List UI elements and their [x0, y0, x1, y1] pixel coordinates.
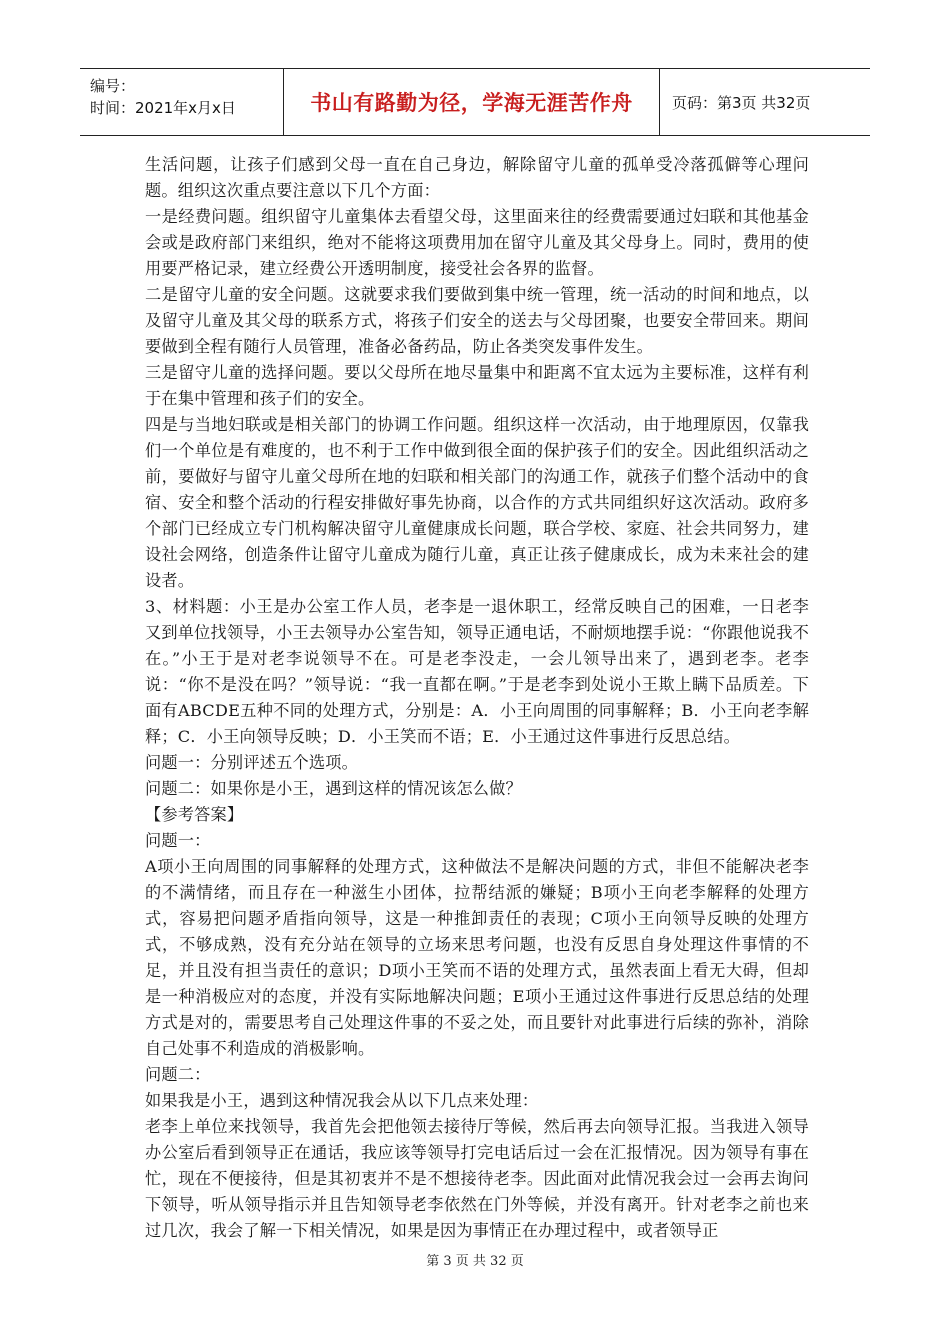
paragraph: 三是留守儿童的选择问题。要以父母所在地尽量集中和距离不宜太远为主要标准，这样有利于在集中管理和孩子们的安全。: [145, 363, 809, 408]
paragraph: 生活问题，让孩子们感到父母一直在自己身边，解除留守儿童的孤单受冷落孤僻等心理问题。组织这次重点要注意以下几个方面：: [145, 155, 809, 200]
paragraph: 二是留守儿童的安全问题。这就要求我们要做到集中统一管理，统一活动的时间和地点，以及留守儿童及其父母的联系方式，将孩子们安全的送去与父母团聚，也要安全带回来。期间要做到全程有随行人员管理，准备必备药品，防止各类突发事件发生。: [145, 285, 809, 356]
paragraph: 问题二：如果你是小王，遇到这样的情况该怎么做？: [145, 779, 522, 798]
paragraph: 问题二：: [145, 1065, 211, 1084]
section-heading: 【参考答案】: [145, 805, 244, 824]
header-motto: 书山有路勤为径，学海无涯苦作舟: [284, 69, 660, 135]
paragraph: A项小王向周围的同事解释的处理方式，这种做法不是解决问题的方式，非但不能解决老李的不满情绪，而且存在一种滋生小团体，拉帮结派的嫌疑；B项小王向老李解释的处理方式，容易把问题矛盾指向领导，这是一种推卸责任的表现；C项小王向领导反映的处理方式，不够成熟，没有充分站在领导的立场来思考问题，也没有反思自身处理这件事情的不足，并且没有担当责任的意识；D项小王笑而不语的处理方式，虽然表面上看无大碍，但却是一种消极应对的态度，并没有实际地解决问题；E项小王通过这件事进行反思总结的处理方式是对的，需要思考自己处理这件事的不妥之处，而且要针对此事进行后续的弥补，消除自己处事不利造成的消极影响。: [145, 857, 809, 1058]
paragraph: 老李上单位来找领导，我首先会把他领去接待厅等候，然后再去向领导汇报。当我进入领导办公室后看到领导正在通话，我应该等领导打完电话后过一会在汇报情况。因为领导有事在忙，现在不便接待，但是其初衷并不是不想接待老李。因此面对此情况我会过一会再去询问下领导，听从领导指示并且告知领导老李依然在门外等候，并没有离开。针对老李之前也来过几次，我会了解一下相关情况，如果是因为事情正在办理过程中，或者领导正: [145, 1117, 809, 1240]
page-header: [80, 68, 870, 136]
page-footer: 第 3 页 共 32 页: [426, 1254, 524, 1269]
header-info: [80, 69, 284, 135]
document-body: [145, 152, 809, 1244]
header-page-info: 页码：第3页 共32页: [672, 93, 811, 112]
header-number-label: 编号：: [90, 77, 136, 95]
paragraph: 四是与当地妇联或是相关部门的协调工作问题。组织这样一次活动，由于地理原因，仅靠我们一个单位是有难度的，也不利于工作中做到很全面的保护孩子们的安全。因此组织活动之前，要做好与留守儿童父母所在地的妇联和相关部门的沟通工作，就孩子们整个活动中的食宿、安全和整个活动的行程安排做好事先协商，以合作的方式共同组织好这次活动。政府多个部门已经成立专门机构解决留守儿童健康成长问题，联合学校、家庭、社会共同努力，建设社会网络，创造条件让留守儿童成为随行儿童，真正让孩子健康成长，成为未来社会的建设者。: [145, 415, 809, 590]
paragraph: 问题一：分别评述五个选项。: [145, 753, 359, 772]
paragraph: 3、材料题：小王是办公室工作人员，老李是一退休职工，经常反映自己的困难，一日老李又到单位找领导，小王去领导办公室告知，领导正通电话，不耐烦地摆手说：“你跟他说我不在。”小王于是对老李说领导不在。可是老李没走，一会儿领导出来了，遇到老李。老李说：“你不是没在吗？”领导说：“我一直都在啊。”于是老李到处说小王欺上瞒下品质差。下面有ABCDE五种不同的处理方式，分别是：A．小王向周围的同事解释；B．小王向老李解释；C．小王向领导反映；D．小王笑而不语；E．小王通过这件事进行反思总结。: [145, 597, 809, 746]
header-date-label: 时间：2021年x月x日: [90, 99, 236, 117]
paragraph: 如果我是小王，遇到这种情况我会从以下几点来处理：: [145, 1091, 539, 1110]
paragraph: 问题一：: [145, 831, 211, 850]
paragraph: 一是经费问题。组织留守儿童集体去看望父母，这里面来往的经费需要通过妇联和其他基金会或是政府部门来组织，绝对不能将这项费用加在留守儿童及其父母身上。同时，费用的使用要严格记录，建立经费公开透明制度，接受社会各界的监督。: [145, 207, 809, 278]
